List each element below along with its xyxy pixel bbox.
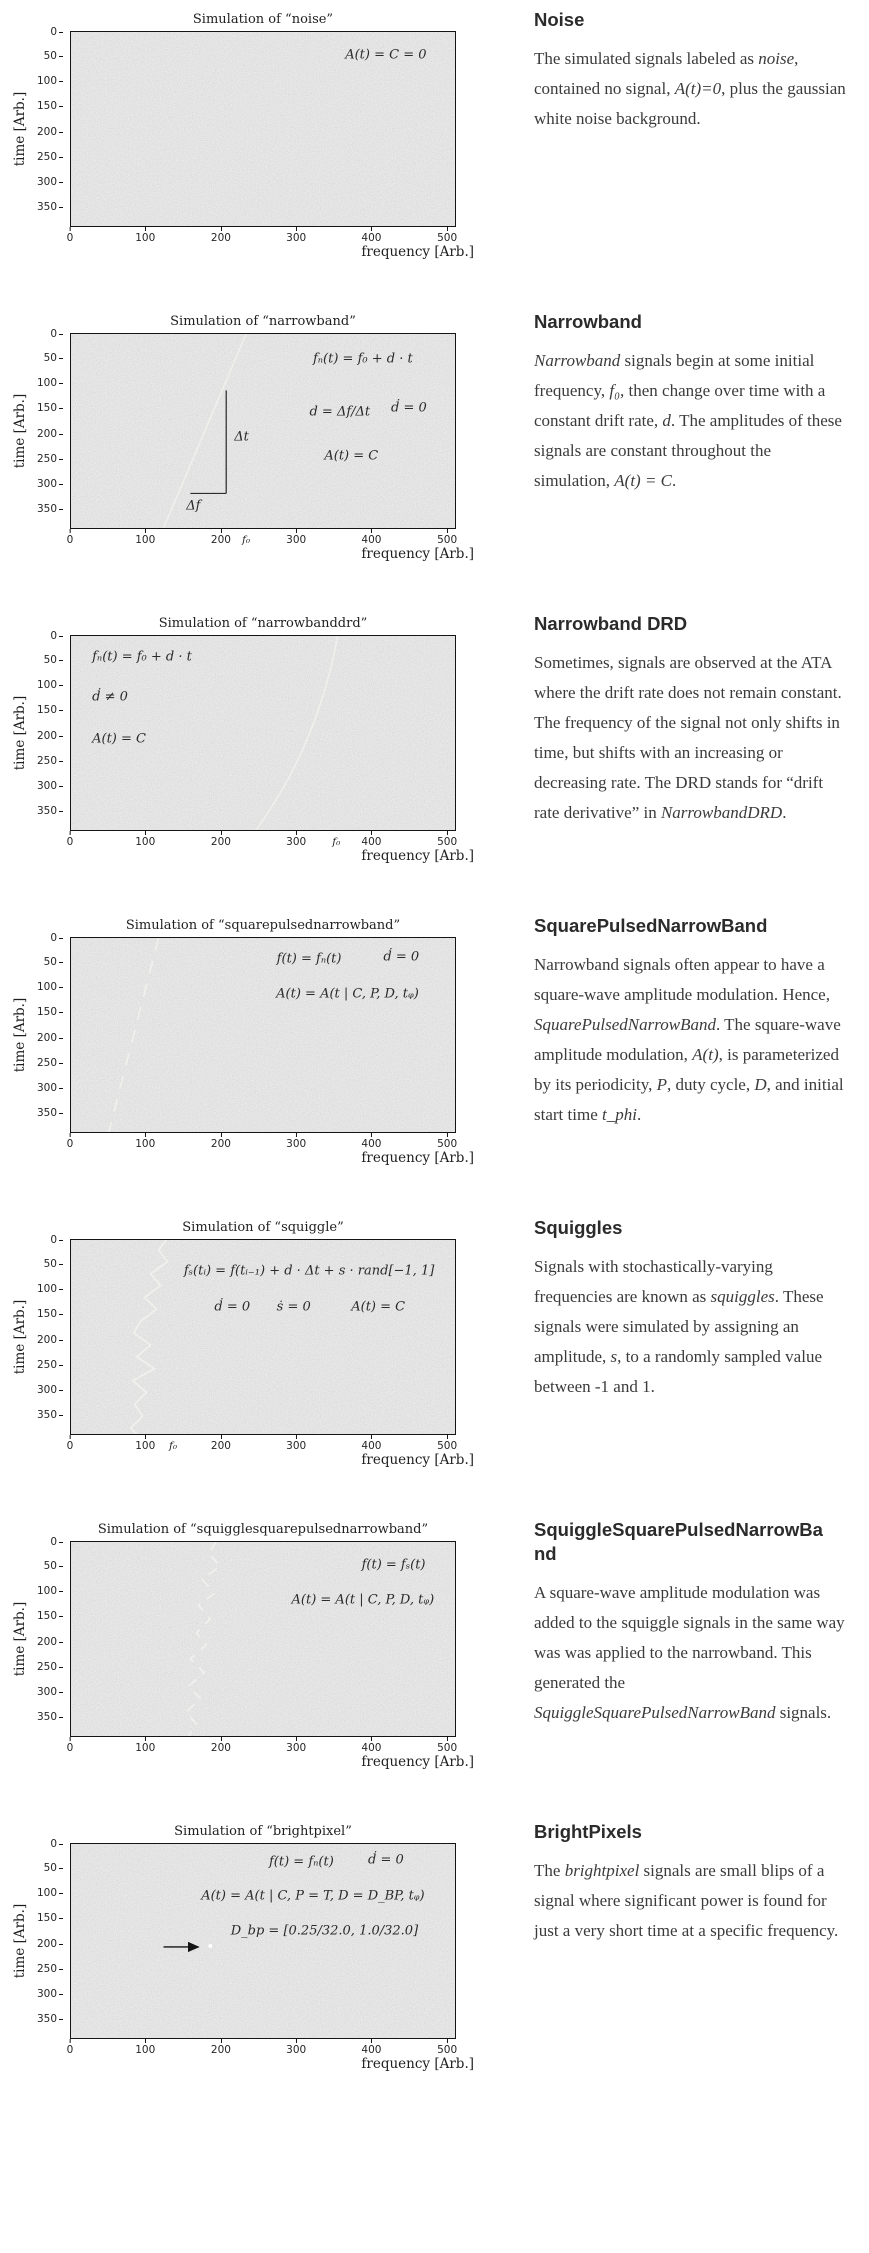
x-tick-label: 0 bbox=[66, 836, 74, 848]
emphasized-text: noise bbox=[758, 49, 795, 69]
section-paragraph bbox=[534, 346, 848, 496]
plot-noise bbox=[70, 31, 456, 227]
y-axis-ticks bbox=[28, 1234, 64, 1435]
y-tick-label: 150 bbox=[36, 100, 57, 113]
y-tick-label: 200 bbox=[36, 1031, 57, 1044]
y-tick-label: 250 bbox=[36, 1962, 57, 1975]
y-tick-label: 350 bbox=[36, 2012, 57, 2025]
section-heading: SquiggleSquarePulsedNarrowBand bbox=[534, 1519, 823, 1565]
y-tick-label: 350 bbox=[36, 1106, 57, 1119]
plot-annotation: A(t) = C bbox=[92, 731, 146, 747]
plot-annotation: A(t) = C bbox=[351, 1299, 406, 1315]
plot-annotation: ḋ = 0 bbox=[368, 1852, 404, 1868]
y-tick-label: 200 bbox=[36, 427, 57, 440]
y-tick-label: 100 bbox=[36, 1585, 57, 1598]
y-tick-label: 300 bbox=[36, 779, 57, 792]
y-tick-label: 350 bbox=[36, 1408, 57, 1421]
x-tick-label: 100 bbox=[135, 836, 156, 848]
y-tick-label: 250 bbox=[36, 150, 57, 163]
emphasized-text: A(t) = C bbox=[614, 471, 673, 491]
body-text: . The amplitudes of these signals are constant throughout the simulation, bbox=[534, 411, 842, 491]
plot-annotation: Δt bbox=[234, 429, 249, 445]
x-tick-label: 200 bbox=[210, 2044, 231, 2056]
y-tick-label: 50 bbox=[43, 50, 57, 63]
y-tick-label: 50 bbox=[43, 1258, 57, 1271]
x-tick-label: 100 bbox=[135, 534, 156, 546]
body-text: signals. bbox=[775, 1703, 832, 1723]
plot-annotation: fₙ(t) = f₀ + d · t bbox=[92, 649, 192, 665]
section-brightpixels bbox=[8, 1820, 869, 2072]
x-tick-label: 500 bbox=[437, 1138, 458, 1150]
y-tick-label: 150 bbox=[36, 1912, 57, 1925]
plot-annotation: A(t) = C = 0 bbox=[345, 47, 427, 63]
body-text: . The square-wave amplitude modulation, bbox=[534, 1015, 841, 1065]
plot-annotation: ḋ = 0 bbox=[214, 1299, 251, 1315]
y-tick-label: 150 bbox=[36, 1308, 57, 1321]
y-tick-label: 100 bbox=[36, 679, 57, 692]
x-tick-f0: f₀ bbox=[168, 1440, 178, 1452]
x-axis-ticks bbox=[66, 1737, 458, 1754]
section-heading: Noise bbox=[534, 9, 585, 30]
x-axis-ticks bbox=[66, 831, 458, 848]
section-heading: Narrowband bbox=[534, 311, 642, 332]
section-narrowband bbox=[8, 310, 869, 562]
emphasized-text: Narrowband bbox=[534, 351, 621, 371]
figure-title: Simulation of “squarepulsednarrowband” bbox=[125, 918, 401, 933]
body-text: The simulated signals labeled as bbox=[534, 49, 759, 69]
x-tick-label: 200 bbox=[210, 1742, 231, 1754]
emphasized-text: t_phi bbox=[601, 1105, 637, 1125]
figure-title: Simulation of “squigglesquarepulsednarrowband” bbox=[97, 1522, 429, 1537]
y-tick-label: 350 bbox=[36, 200, 57, 213]
x-axis-label: frequency [Arb.] bbox=[361, 1150, 474, 1166]
plot-annotation: fₛ(tᵢ) = f(tᵢ₋₁) + d · Δt + s · rand[−1, 1] bbox=[183, 1263, 435, 1279]
x-axis-label: frequency [Arb.] bbox=[361, 2056, 474, 2072]
emphasized-text: d bbox=[662, 411, 671, 431]
emphasized-text: SquiggleSquarePulsedNarrowBand bbox=[534, 1703, 776, 1723]
emphasized-text: f₀, bbox=[609, 381, 625, 401]
x-tick-label: 200 bbox=[210, 534, 231, 546]
plot-annotation: d = Δf/Δt bbox=[309, 404, 371, 420]
y-tick-label: 250 bbox=[36, 1358, 57, 1371]
y-tick-label: 250 bbox=[36, 754, 57, 767]
x-tick-label: 400 bbox=[361, 1138, 382, 1150]
figure-squarepulsednarrowband bbox=[8, 918, 478, 1166]
plot-annotation: fₙ(t) = f₀ + d · t bbox=[312, 351, 413, 367]
y-axis-ticks bbox=[28, 328, 64, 529]
section-narrowband-drd bbox=[8, 612, 869, 864]
section-heading: Squiggles bbox=[534, 1217, 623, 1238]
y-tick-label: 150 bbox=[36, 402, 57, 415]
y-tick-label: 300 bbox=[36, 1987, 57, 2000]
section-paragraph bbox=[534, 950, 848, 1130]
y-tick-label: 350 bbox=[36, 1710, 57, 1723]
x-tick-f0: f₀ bbox=[332, 836, 341, 848]
x-axis-ticks bbox=[66, 2039, 458, 2056]
y-tick-label: 350 bbox=[36, 804, 57, 817]
y-axis-ticks bbox=[28, 630, 64, 831]
plot-annotation: A(t) = A(t | C, P, D, tᵩ) bbox=[291, 1592, 435, 1608]
x-tick-label: 500 bbox=[437, 836, 458, 848]
y-axis-label: time [Arb.] bbox=[12, 91, 28, 167]
plot-annotation: A(t) = A(t | C, P, D, tᵩ) bbox=[276, 986, 419, 1002]
plot-annotation: Δf bbox=[186, 498, 201, 514]
figure-title: Simulation of “brightpixel” bbox=[174, 1824, 352, 1839]
plot-narrowband bbox=[70, 333, 456, 529]
x-tick-label: 500 bbox=[437, 1742, 458, 1754]
y-tick-label: 250 bbox=[36, 452, 57, 465]
y-tick-label: 150 bbox=[36, 704, 57, 717]
y-tick-label: 50 bbox=[43, 1560, 57, 1573]
x-tick-label: 500 bbox=[437, 232, 458, 244]
y-tick-label: 150 bbox=[36, 1006, 57, 1019]
section-heading: SquarePulsedNarrowBand bbox=[534, 915, 768, 936]
plot-annotation: ṡ = 0 bbox=[276, 1299, 311, 1315]
section-squiggles bbox=[8, 1216, 869, 1468]
y-tick-label: 100 bbox=[36, 1283, 57, 1296]
y-tick-label: 200 bbox=[36, 1333, 57, 1346]
x-axis-ticks bbox=[66, 1133, 458, 1150]
body-text: signals are small blips of a signal where significant power is found for just a very short time at a specific frequency. bbox=[534, 1861, 839, 1941]
x-tick-label: 100 bbox=[135, 1138, 156, 1150]
x-tick-label: 0 bbox=[66, 232, 74, 244]
x-tick-label: 200 bbox=[210, 1440, 231, 1452]
brightpixel-spectrogram bbox=[71, 1844, 455, 2038]
plot-squigglesquarepulsednarrowband bbox=[70, 1541, 456, 1737]
y-tick-label: 0 bbox=[50, 630, 57, 643]
x-axis-label: frequency [Arb.] bbox=[361, 848, 474, 864]
x-tick-label: 300 bbox=[286, 836, 307, 848]
body-text: . These signals were simulated by assigning an amplitude, bbox=[534, 1287, 824, 1367]
plot-squarepulsednarrowband bbox=[70, 937, 456, 1133]
figure-title: Simulation of “narrowband” bbox=[170, 314, 356, 329]
y-axis-label: time [Arb.] bbox=[12, 393, 28, 469]
figure-title: Simulation of “narrowbanddrd” bbox=[158, 616, 368, 631]
section-heading: BrightPixels bbox=[534, 1821, 642, 1842]
x-tick-label: 100 bbox=[135, 1742, 156, 1754]
y-tick-label: 300 bbox=[36, 477, 57, 490]
body-text: A square-wave amplitude modulation was added to the squiggle signals in the same way was was applied to the narrowband. This generated the bbox=[534, 1583, 845, 1693]
plot-annotation: ḋ = 0 bbox=[391, 400, 427, 416]
body-text: , duty cycle, bbox=[667, 1075, 755, 1095]
y-tick-label: 0 bbox=[50, 1536, 57, 1549]
y-tick-label: 200 bbox=[36, 729, 57, 742]
y-tick-label: 50 bbox=[43, 1862, 57, 1875]
y-axis-ticks bbox=[28, 932, 64, 1133]
x-axis-label: frequency [Arb.] bbox=[361, 546, 474, 562]
emphasized-text: A(t) bbox=[692, 1045, 719, 1065]
emphasized-text: SquarePulsedNarrowBand bbox=[534, 1015, 716, 1035]
emphasized-text: P bbox=[656, 1075, 667, 1095]
body-text: , contained no signal, bbox=[534, 49, 799, 99]
bright-pixel bbox=[208, 1944, 212, 1948]
x-axis-ticks bbox=[66, 1435, 458, 1452]
x-tick-label: 300 bbox=[286, 232, 307, 244]
plot-brightpixel bbox=[70, 1843, 456, 2039]
y-tick-label: 300 bbox=[36, 1685, 57, 1698]
x-tick-label: 300 bbox=[286, 534, 307, 546]
figure-squigglesquarepulsednarrowband bbox=[8, 1522, 478, 1770]
x-tick-label: 100 bbox=[135, 232, 156, 244]
emphasized-text: A(t)=0 bbox=[674, 79, 722, 99]
y-tick-label: 200 bbox=[36, 125, 57, 138]
y-axis-ticks bbox=[28, 1838, 64, 2039]
x-tick-label: 0 bbox=[66, 2044, 74, 2056]
body-text: . bbox=[782, 803, 787, 823]
figure-noise bbox=[8, 12, 478, 260]
plot-annotation: f(t) = fₛ(t) bbox=[361, 1557, 426, 1573]
squarepulsednarrowband-spectrogram bbox=[71, 938, 455, 1132]
x-tick-label: 100 bbox=[135, 1440, 156, 1452]
x-tick-label: 300 bbox=[286, 1742, 307, 1754]
y-axis-label: time [Arb.] bbox=[12, 1903, 28, 1979]
figure-brightpixel bbox=[8, 1824, 478, 2072]
x-axis-ticks bbox=[66, 529, 458, 546]
x-tick-f0: f₀ bbox=[241, 534, 251, 546]
body-text: . bbox=[672, 471, 677, 491]
x-tick-label: 400 bbox=[361, 1440, 382, 1452]
x-tick-label: 300 bbox=[286, 2044, 307, 2056]
figure-narrowbanddrd bbox=[8, 616, 478, 864]
plot-annotation: A(t) = A(t | C, P = T, D = D_BP, tᵩ) bbox=[201, 1888, 425, 1904]
emphasized-text: s bbox=[610, 1347, 618, 1367]
x-axis-ticks bbox=[66, 227, 458, 244]
x-tick-label: 300 bbox=[286, 1138, 307, 1150]
x-axis-label: frequency [Arb.] bbox=[361, 244, 474, 260]
y-tick-label: 200 bbox=[36, 1635, 57, 1648]
x-tick-label: 500 bbox=[437, 1440, 458, 1452]
x-tick-label: 0 bbox=[66, 1440, 74, 1452]
y-tick-label: 0 bbox=[50, 932, 57, 945]
x-tick-label: 200 bbox=[210, 1138, 231, 1150]
y-tick-label: 50 bbox=[43, 956, 57, 969]
x-tick-label: 400 bbox=[361, 2044, 382, 2056]
section-paragraph bbox=[534, 648, 848, 828]
body-text: Sometimes, signals are observed at the ATA where the drift rate does not remain constant. The frequency of the signal not only shifts in time, but shifts with an increasing or decreasing rate. The DRD stands for “drift rate derivative” in bbox=[534, 653, 842, 823]
x-tick-label: 200 bbox=[210, 232, 231, 244]
figure-title: Simulation of “squiggle” bbox=[182, 1220, 344, 1235]
body-text: signals begin at some initial frequency, bbox=[534, 351, 815, 401]
x-tick-label: 500 bbox=[437, 534, 458, 546]
y-tick-label: 300 bbox=[36, 1383, 57, 1396]
x-tick-label: 100 bbox=[135, 2044, 156, 2056]
y-tick-label: 300 bbox=[36, 1081, 57, 1094]
body-text: . bbox=[636, 1105, 642, 1125]
x-tick-label: 300 bbox=[286, 1440, 307, 1452]
body-text: The bbox=[534, 1861, 565, 1881]
y-tick-label: 0 bbox=[50, 26, 57, 39]
y-axis-ticks bbox=[28, 1536, 64, 1737]
y-tick-label: 0 bbox=[50, 328, 57, 341]
plot-annotation: D_bp = [0.25/32.0, 1.0/32.0] bbox=[230, 1923, 419, 1939]
plot-annotation: ḋ = 0 bbox=[383, 949, 420, 965]
figure-title: Simulation of “noise” bbox=[192, 12, 334, 27]
emphasized-text: D bbox=[754, 1075, 767, 1095]
section-heading: Narrowband DRD bbox=[534, 613, 688, 634]
section-noise bbox=[8, 8, 869, 260]
x-tick-label: 0 bbox=[66, 1138, 74, 1150]
y-tick-label: 100 bbox=[36, 981, 57, 994]
body-text: Narrowband signals often appear to have a square-wave amplitude modulation. Hence, bbox=[534, 955, 830, 1005]
body-text: , and initial start time bbox=[534, 1075, 844, 1125]
y-axis-label: time [Arb.] bbox=[12, 695, 28, 771]
section-paragraph bbox=[534, 1578, 848, 1728]
plot-annotation: ḋ ≠ 0 bbox=[92, 689, 128, 705]
x-tick-label: 200 bbox=[210, 836, 231, 848]
plot-annotation: A(t) = C bbox=[324, 448, 379, 464]
x-axis-label: frequency [Arb.] bbox=[361, 1754, 474, 1770]
figure-narrowband bbox=[8, 314, 478, 562]
section-paragraph bbox=[534, 1252, 848, 1402]
body-text: , is parameterized by its periodicity, bbox=[534, 1045, 839, 1095]
section-paragraph bbox=[534, 44, 848, 134]
section-paragraph bbox=[534, 1856, 848, 1946]
x-tick-label: 0 bbox=[66, 1742, 74, 1754]
y-tick-label: 150 bbox=[36, 1610, 57, 1623]
y-tick-label: 300 bbox=[36, 175, 57, 188]
plot-annotation: f(t) = fₙ(t) bbox=[276, 951, 342, 967]
y-tick-label: 100 bbox=[36, 377, 57, 390]
y-tick-label: 100 bbox=[36, 1887, 57, 1900]
y-tick-label: 250 bbox=[36, 1660, 57, 1673]
y-tick-label: 250 bbox=[36, 1056, 57, 1069]
y-axis-ticks bbox=[28, 26, 64, 227]
plot-squiggle bbox=[70, 1239, 456, 1435]
emphasized-text: NarrowbandDRD bbox=[660, 803, 783, 823]
section-squarepulsednarrowband bbox=[8, 914, 869, 1166]
x-tick-label: 500 bbox=[437, 2044, 458, 2056]
body-text: then change over time with a constant drift rate, bbox=[534, 381, 826, 431]
y-axis-label: time [Arb.] bbox=[12, 1601, 28, 1677]
emphasized-text: squiggles bbox=[710, 1287, 775, 1307]
emphasized-text: brightpixel bbox=[564, 1861, 640, 1881]
x-tick-label: 400 bbox=[361, 232, 382, 244]
y-axis-label: time [Arb.] bbox=[12, 997, 28, 1073]
body-text: , plus the gaussian white noise background. bbox=[534, 79, 846, 129]
body-text: , to a randomly sampled value between -1 and 1. bbox=[534, 1347, 822, 1397]
y-tick-label: 200 bbox=[36, 1937, 57, 1950]
x-tick-label: 400 bbox=[361, 836, 382, 848]
y-tick-label: 50 bbox=[43, 352, 57, 365]
y-tick-label: 100 bbox=[36, 75, 57, 88]
body-text: Signals with stochastically-varying frequencies are known as bbox=[534, 1257, 773, 1307]
y-tick-label: 0 bbox=[50, 1234, 57, 1247]
y-tick-label: 0 bbox=[50, 1838, 57, 1851]
y-axis-label: time [Arb.] bbox=[12, 1299, 28, 1375]
plot-annotation: f(t) = fₙ(t) bbox=[268, 1854, 334, 1870]
y-tick-label: 50 bbox=[43, 654, 57, 667]
x-axis-label: frequency [Arb.] bbox=[361, 1452, 474, 1468]
plot-narrowbanddrd bbox=[70, 635, 456, 831]
figure-squiggle bbox=[8, 1220, 478, 1468]
y-tick-label: 350 bbox=[36, 502, 57, 515]
x-tick-label: 0 bbox=[66, 534, 74, 546]
x-tick-label: 400 bbox=[361, 1742, 382, 1754]
section-squigglesquarepulsednarrowband bbox=[8, 1518, 869, 1770]
x-tick-label: 400 bbox=[361, 534, 382, 546]
